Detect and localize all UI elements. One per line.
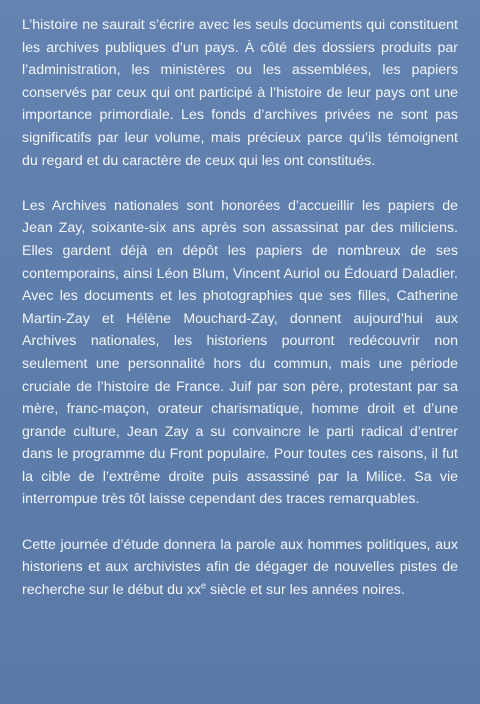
century-superscript: e bbox=[201, 580, 207, 591]
document-body bbox=[22, 14, 458, 601]
paragraph-3 bbox=[22, 534, 458, 602]
paragraph-3-text-start: Cette journée d’étude donnera la parole aux hommes politiques, aux historiens et aux archivistes afin de dégager de nouvelles pistes de recherche sur le début du bbox=[22, 536, 458, 598]
century-numeral: xx bbox=[186, 581, 202, 598]
paragraph-1: L’histoire ne saurait s’écrire avec les seuls documents qui constituent les archives publiques d’un pays. À côté des dossiers produits par l’administration, les ministères ou les assemblées, les papiers conservés par ceux qui ont participé à l’histoire de leur pays ont une importance primordiale. Les fonds d’archives privées ne sont pas significatifs par leur volume, mais précieux parce qu’ils témoignent du regard et du caractère de ceux qui les ont constitués. bbox=[22, 17, 458, 169]
paragraph-3-text-end: siècle et sur les années noires. bbox=[206, 581, 405, 598]
paragraph-2: Les Archives nationales sont honorées d’accueillir les papiers de Jean Zay, soixante-six ans après son assassinat par des miliciens. Elles gardent déjà en dépôt les papiers de nombreux de ses contemporains, ainsi Léon Blum, Vincent Auriol ou Édouard Daladier. Avec les documents et les photographies que ses filles, Catherine Martin-Zay et Hélène Mouchard-Zay, donnent aujourd’hui aux Archives nationales, les historiens pourront redécouvrir non seulement une personnalité hors du commun, mais une période cruciale de l’histoire de France. Juif par son père, protestant par sa mère, franc-maçon, orateur charismatique, homme droit et d’une grande culture, Jean Zay a su convaincre le parti radical d’entrer dans le programme du Front populaire. Pour toutes ces raisons, il fut la cible de l’extrême droite puis assassiné par la Milice. Sa vie interrompue très tôt laisse cependant des traces remarquables. bbox=[22, 197, 458, 508]
